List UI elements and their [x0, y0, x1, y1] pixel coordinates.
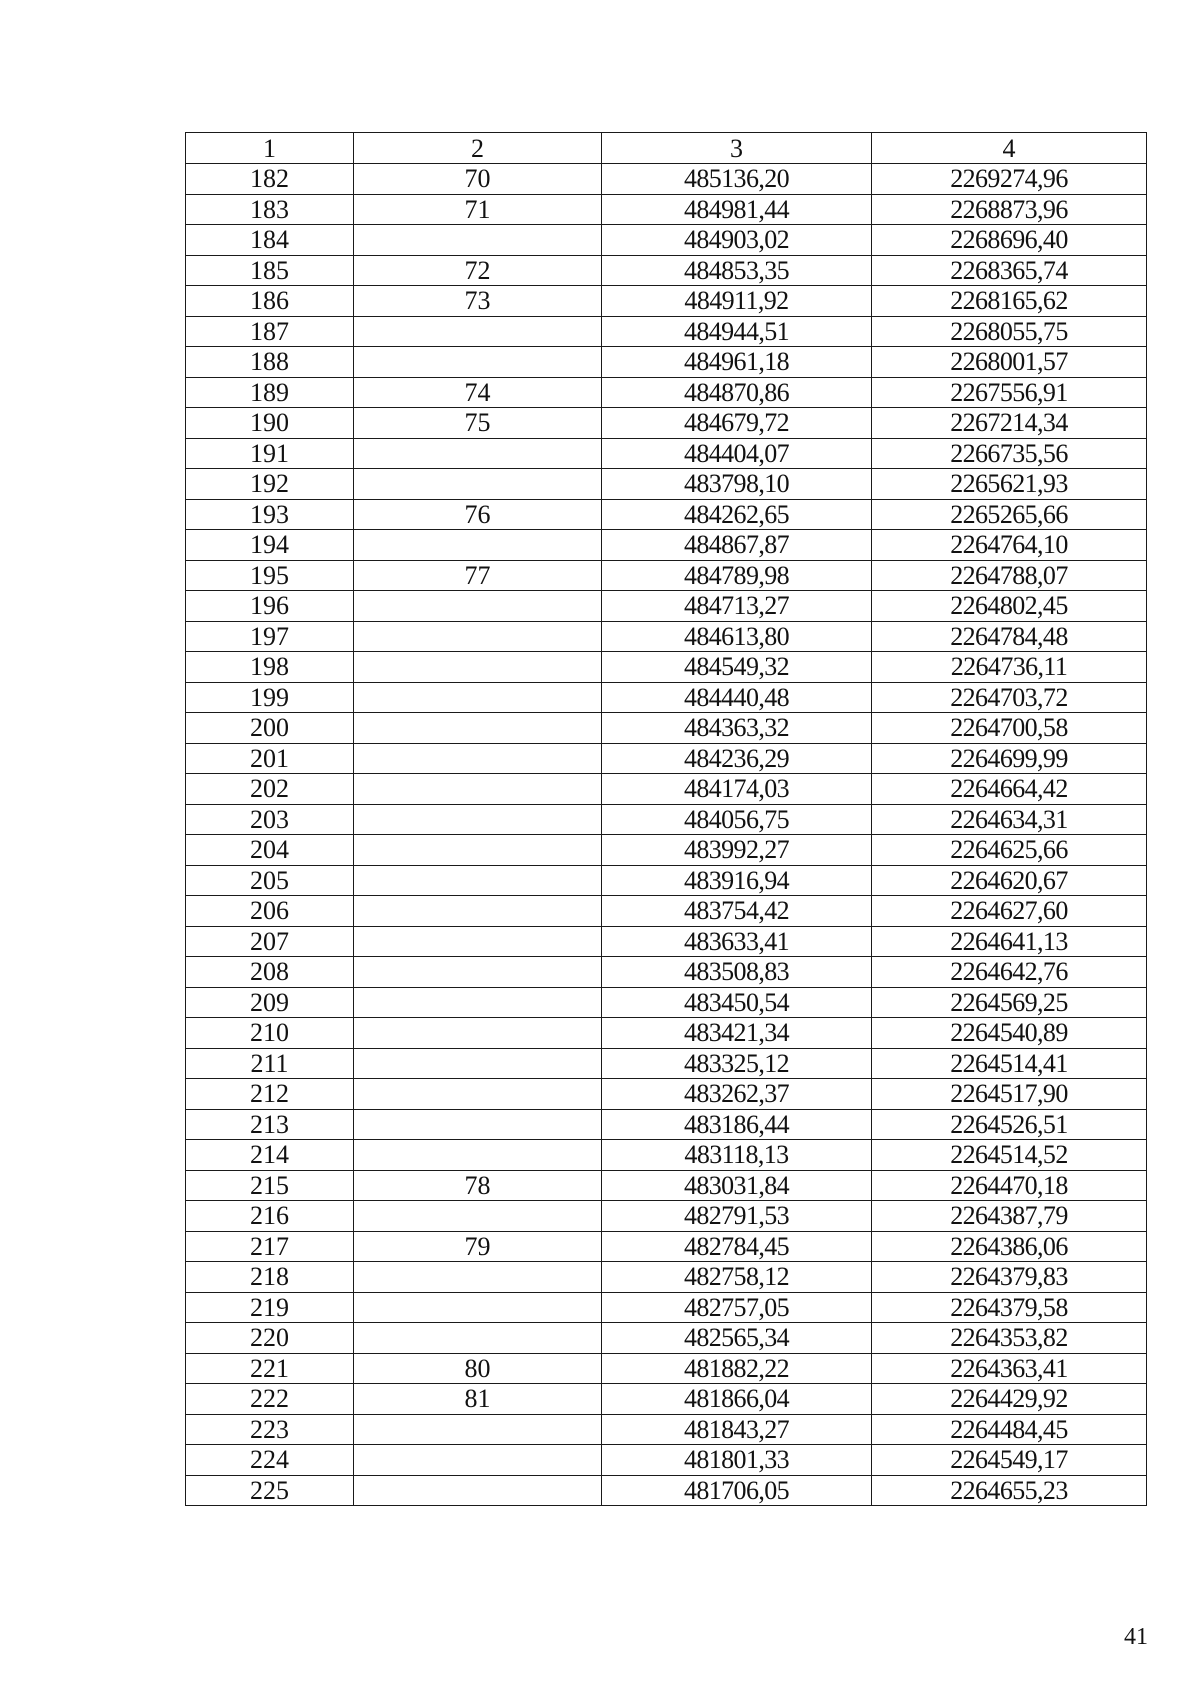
turn-point-cell: [354, 438, 602, 469]
table-row: [186, 865, 1147, 896]
y-coordinate-cell: 2264387,79: [872, 1201, 1147, 1232]
page-number: 41: [1124, 1624, 1148, 1650]
point-number-cell: 203: [186, 804, 354, 835]
table-row: [186, 652, 1147, 683]
turn-point-cell: [354, 865, 602, 896]
x-coordinate-cell: 483508,83: [602, 957, 872, 988]
turn-point-cell: [354, 774, 602, 805]
x-coordinate-cell: 483186,44: [602, 1109, 872, 1140]
turn-point-cell: 78: [354, 1170, 602, 1201]
turn-point-cell: [354, 804, 602, 835]
point-number-cell: 206: [186, 896, 354, 927]
y-coordinate-cell: 2264353,82: [872, 1323, 1147, 1354]
point-number-cell: 210: [186, 1018, 354, 1049]
y-coordinate-cell: 2268165,62: [872, 286, 1147, 317]
x-coordinate-cell: 484440,48: [602, 682, 872, 713]
x-coordinate-cell: 484911,92: [602, 286, 872, 317]
table-row: [186, 1231, 1147, 1262]
point-number-cell: 212: [186, 1079, 354, 1110]
x-coordinate-cell: 483754,42: [602, 896, 872, 927]
turn-point-cell: [354, 1323, 602, 1354]
table-row: [186, 1353, 1147, 1384]
point-number-cell: 214: [186, 1140, 354, 1171]
table-row: [186, 987, 1147, 1018]
y-coordinate-cell: 2268696,40: [872, 225, 1147, 256]
y-coordinate-cell: 2264625,66: [872, 835, 1147, 866]
turn-point-cell: 71: [354, 194, 602, 225]
y-coordinate-cell: 2264620,67: [872, 865, 1147, 896]
y-coordinate-cell: 2264664,42: [872, 774, 1147, 805]
table-row: [186, 1384, 1147, 1415]
x-coordinate-cell: 482565,34: [602, 1323, 872, 1354]
table-row: [186, 743, 1147, 774]
header-row: [186, 133, 1147, 164]
x-coordinate-cell: 484789,98: [602, 560, 872, 591]
y-coordinate-cell: 2268001,57: [872, 347, 1147, 378]
turn-point-cell: [354, 1475, 602, 1506]
x-coordinate-cell: 481866,04: [602, 1384, 872, 1415]
x-coordinate-cell: 484981,44: [602, 194, 872, 225]
x-coordinate-cell: 484679,72: [602, 408, 872, 439]
point-number-cell: 195: [186, 560, 354, 591]
y-coordinate-cell: 2264514,52: [872, 1140, 1147, 1171]
table-row: [186, 438, 1147, 469]
table-row: [186, 926, 1147, 957]
x-coordinate-cell: 483031,84: [602, 1170, 872, 1201]
y-coordinate-cell: 2264736,11: [872, 652, 1147, 683]
table-row: [186, 1079, 1147, 1110]
x-coordinate-cell: 484713,27: [602, 591, 872, 622]
y-coordinate-cell: 2264484,45: [872, 1414, 1147, 1445]
x-coordinate-cell: 483262,37: [602, 1079, 872, 1110]
x-coordinate-cell: 484867,87: [602, 530, 872, 561]
table-row: [186, 713, 1147, 744]
turn-point-cell: 75: [354, 408, 602, 439]
x-coordinate-cell: 483916,94: [602, 865, 872, 896]
turn-point-cell: [354, 1201, 602, 1232]
point-number-cell: 185: [186, 255, 354, 286]
turn-point-cell: [354, 225, 602, 256]
table-row: [186, 194, 1147, 225]
turn-point-cell: [354, 530, 602, 561]
y-coordinate-cell: 2264549,17: [872, 1445, 1147, 1476]
point-number-cell: 204: [186, 835, 354, 866]
y-coordinate-cell: 2264788,07: [872, 560, 1147, 591]
point-number-cell: 202: [186, 774, 354, 805]
turn-point-cell: [354, 591, 602, 622]
point-number-cell: 225: [186, 1475, 354, 1506]
point-number-cell: 215: [186, 1170, 354, 1201]
x-coordinate-cell: 484613,80: [602, 621, 872, 652]
table-row: [186, 1018, 1147, 1049]
table-row: [186, 1140, 1147, 1171]
point-number-cell: 186: [186, 286, 354, 317]
turn-point-cell: [354, 621, 602, 652]
x-coordinate-cell: 484944,51: [602, 316, 872, 347]
table-header: [186, 133, 1147, 164]
point-number-cell: 193: [186, 499, 354, 530]
turn-point-cell: [354, 316, 602, 347]
x-coordinate-cell: 484174,03: [602, 774, 872, 805]
x-coordinate-cell: 482758,12: [602, 1262, 872, 1293]
y-coordinate-cell: 2265621,93: [872, 469, 1147, 500]
x-coordinate-cell: 483633,41: [602, 926, 872, 957]
turn-point-cell: [354, 1140, 602, 1171]
turn-point-cell: 76: [354, 499, 602, 530]
point-number-cell: 188: [186, 347, 354, 378]
turn-point-cell: [354, 652, 602, 683]
turn-point-cell: [354, 1048, 602, 1079]
y-coordinate-cell: 2264514,41: [872, 1048, 1147, 1079]
y-coordinate-cell: 2267214,34: [872, 408, 1147, 439]
turn-point-cell: 80: [354, 1353, 602, 1384]
turn-point-cell: 70: [354, 164, 602, 195]
y-coordinate-cell: 2264802,45: [872, 591, 1147, 622]
turn-point-cell: [354, 835, 602, 866]
turn-point-cell: [354, 713, 602, 744]
table-row: [186, 1292, 1147, 1323]
point-number-cell: 187: [186, 316, 354, 347]
y-coordinate-cell: 2264703,72: [872, 682, 1147, 713]
y-coordinate-cell: 2268873,96: [872, 194, 1147, 225]
x-coordinate-cell: 484870,86: [602, 377, 872, 408]
y-coordinate-cell: 2267556,91: [872, 377, 1147, 408]
table-row: [186, 499, 1147, 530]
turn-point-cell: [354, 1414, 602, 1445]
turn-point-cell: [354, 1109, 602, 1140]
point-number-cell: 209: [186, 987, 354, 1018]
y-coordinate-cell: 2264470,18: [872, 1170, 1147, 1201]
table-body: [186, 164, 1147, 1506]
y-coordinate-cell: 2264764,10: [872, 530, 1147, 561]
point-number-cell: 220: [186, 1323, 354, 1354]
x-coordinate-cell: 483992,27: [602, 835, 872, 866]
x-coordinate-cell: 483798,10: [602, 469, 872, 500]
point-number-cell: 208: [186, 957, 354, 988]
y-coordinate-cell: 2264784,48: [872, 621, 1147, 652]
table-row: [186, 286, 1147, 317]
x-coordinate-cell: 481843,27: [602, 1414, 872, 1445]
x-coordinate-cell: 483118,13: [602, 1140, 872, 1171]
turn-point-cell: [354, 743, 602, 774]
table-row: [186, 347, 1147, 378]
column-header-1: 1: [186, 133, 354, 164]
point-number-cell: 199: [186, 682, 354, 713]
table-row: [186, 1445, 1147, 1476]
turn-point-cell: 74: [354, 377, 602, 408]
turn-point-cell: [354, 1445, 602, 1476]
x-coordinate-cell: 483421,34: [602, 1018, 872, 1049]
point-number-cell: 197: [186, 621, 354, 652]
turn-point-cell: 77: [354, 560, 602, 591]
point-number-cell: 192: [186, 469, 354, 500]
turn-point-cell: [354, 347, 602, 378]
table-row: [186, 469, 1147, 500]
table-row: [186, 316, 1147, 347]
point-number-cell: 184: [186, 225, 354, 256]
y-coordinate-cell: 2264386,06: [872, 1231, 1147, 1262]
point-number-cell: 222: [186, 1384, 354, 1415]
x-coordinate-cell: 484056,75: [602, 804, 872, 835]
y-coordinate-cell: 2268055,75: [872, 316, 1147, 347]
y-coordinate-cell: 2264642,76: [872, 957, 1147, 988]
y-coordinate-cell: 2264517,90: [872, 1079, 1147, 1110]
table-row: [186, 560, 1147, 591]
turn-point-cell: [354, 957, 602, 988]
point-number-cell: 213: [186, 1109, 354, 1140]
point-number-cell: 196: [186, 591, 354, 622]
x-coordinate-cell: 482757,05: [602, 1292, 872, 1323]
y-coordinate-cell: 2264379,83: [872, 1262, 1147, 1293]
point-number-cell: 207: [186, 926, 354, 957]
point-number-cell: 218: [186, 1262, 354, 1293]
x-coordinate-cell: 484363,32: [602, 713, 872, 744]
point-number-cell: 183: [186, 194, 354, 225]
turn-point-cell: [354, 1018, 602, 1049]
y-coordinate-cell: 2264641,13: [872, 926, 1147, 957]
table-row: [186, 530, 1147, 561]
x-coordinate-cell: 484404,07: [602, 438, 872, 469]
x-coordinate-cell: 484853,35: [602, 255, 872, 286]
table-row: [186, 1201, 1147, 1232]
table-row: [186, 1170, 1147, 1201]
table-row: [186, 377, 1147, 408]
table-row: [186, 591, 1147, 622]
y-coordinate-cell: 2264699,99: [872, 743, 1147, 774]
turn-point-cell: [354, 469, 602, 500]
column-header-3: 3: [602, 133, 872, 164]
table-row: [186, 682, 1147, 713]
point-number-cell: 216: [186, 1201, 354, 1232]
point-number-cell: 198: [186, 652, 354, 683]
table-row: [186, 1475, 1147, 1506]
turn-point-cell: [354, 682, 602, 713]
coordinates-table: [185, 132, 1147, 1506]
table-row: [186, 1048, 1147, 1079]
point-number-cell: 189: [186, 377, 354, 408]
x-coordinate-cell: 482784,45: [602, 1231, 872, 1262]
y-coordinate-cell: 2268365,74: [872, 255, 1147, 286]
turn-point-cell: 81: [354, 1384, 602, 1415]
table-row: [186, 225, 1147, 256]
y-coordinate-cell: 2264526,51: [872, 1109, 1147, 1140]
table-row: [186, 957, 1147, 988]
turn-point-cell: 79: [354, 1231, 602, 1262]
point-number-cell: 201: [186, 743, 354, 774]
y-coordinate-cell: 2265265,66: [872, 499, 1147, 530]
y-coordinate-cell: 2264569,25: [872, 987, 1147, 1018]
table-row: [186, 164, 1147, 195]
y-coordinate-cell: 2269274,96: [872, 164, 1147, 195]
table-row: [186, 621, 1147, 652]
x-coordinate-cell: 485136,20: [602, 164, 872, 195]
x-coordinate-cell: 481882,22: [602, 1353, 872, 1384]
turn-point-cell: [354, 1262, 602, 1293]
x-coordinate-cell: 484903,02: [602, 225, 872, 256]
table-row: [186, 1323, 1147, 1354]
table-row: [186, 408, 1147, 439]
table-row: [186, 1109, 1147, 1140]
table-row: [186, 1414, 1147, 1445]
table-row: [186, 835, 1147, 866]
table-row: [186, 896, 1147, 927]
x-coordinate-cell: 483325,12: [602, 1048, 872, 1079]
point-number-cell: 190: [186, 408, 354, 439]
y-coordinate-cell: 2264700,58: [872, 713, 1147, 744]
y-coordinate-cell: 2264379,58: [872, 1292, 1147, 1323]
x-coordinate-cell: 481706,05: [602, 1475, 872, 1506]
column-header-2: 2: [354, 133, 602, 164]
x-coordinate-cell: 482791,53: [602, 1201, 872, 1232]
turn-point-cell: [354, 1079, 602, 1110]
y-coordinate-cell: 2266735,56: [872, 438, 1147, 469]
point-number-cell: 182: [186, 164, 354, 195]
point-number-cell: 219: [186, 1292, 354, 1323]
turn-point-cell: [354, 987, 602, 1018]
turn-point-cell: [354, 926, 602, 957]
point-number-cell: 221: [186, 1353, 354, 1384]
turn-point-cell: [354, 896, 602, 927]
y-coordinate-cell: 2264363,41: [872, 1353, 1147, 1384]
y-coordinate-cell: 2264655,23: [872, 1475, 1147, 1506]
point-number-cell: 191: [186, 438, 354, 469]
point-number-cell: 205: [186, 865, 354, 896]
point-number-cell: 223: [186, 1414, 354, 1445]
x-coordinate-cell: 483450,54: [602, 987, 872, 1018]
point-number-cell: 211: [186, 1048, 354, 1079]
x-coordinate-cell: 484549,32: [602, 652, 872, 683]
turn-point-cell: 73: [354, 286, 602, 317]
x-coordinate-cell: 484236,29: [602, 743, 872, 774]
table-row: [186, 774, 1147, 805]
point-number-cell: 200: [186, 713, 354, 744]
turn-point-cell: [354, 1292, 602, 1323]
x-coordinate-cell: 484961,18: [602, 347, 872, 378]
table-row: [186, 804, 1147, 835]
column-header-4: 4: [872, 133, 1147, 164]
y-coordinate-cell: 2264429,92: [872, 1384, 1147, 1415]
point-number-cell: 194: [186, 530, 354, 561]
x-coordinate-cell: 481801,33: [602, 1445, 872, 1476]
x-coordinate-cell: 484262,65: [602, 499, 872, 530]
y-coordinate-cell: 2264627,60: [872, 896, 1147, 927]
y-coordinate-cell: 2264634,31: [872, 804, 1147, 835]
y-coordinate-cell: 2264540,89: [872, 1018, 1147, 1049]
table-row: [186, 255, 1147, 286]
turn-point-cell: 72: [354, 255, 602, 286]
table-row: [186, 1262, 1147, 1293]
point-number-cell: 217: [186, 1231, 354, 1262]
point-number-cell: 224: [186, 1445, 354, 1476]
